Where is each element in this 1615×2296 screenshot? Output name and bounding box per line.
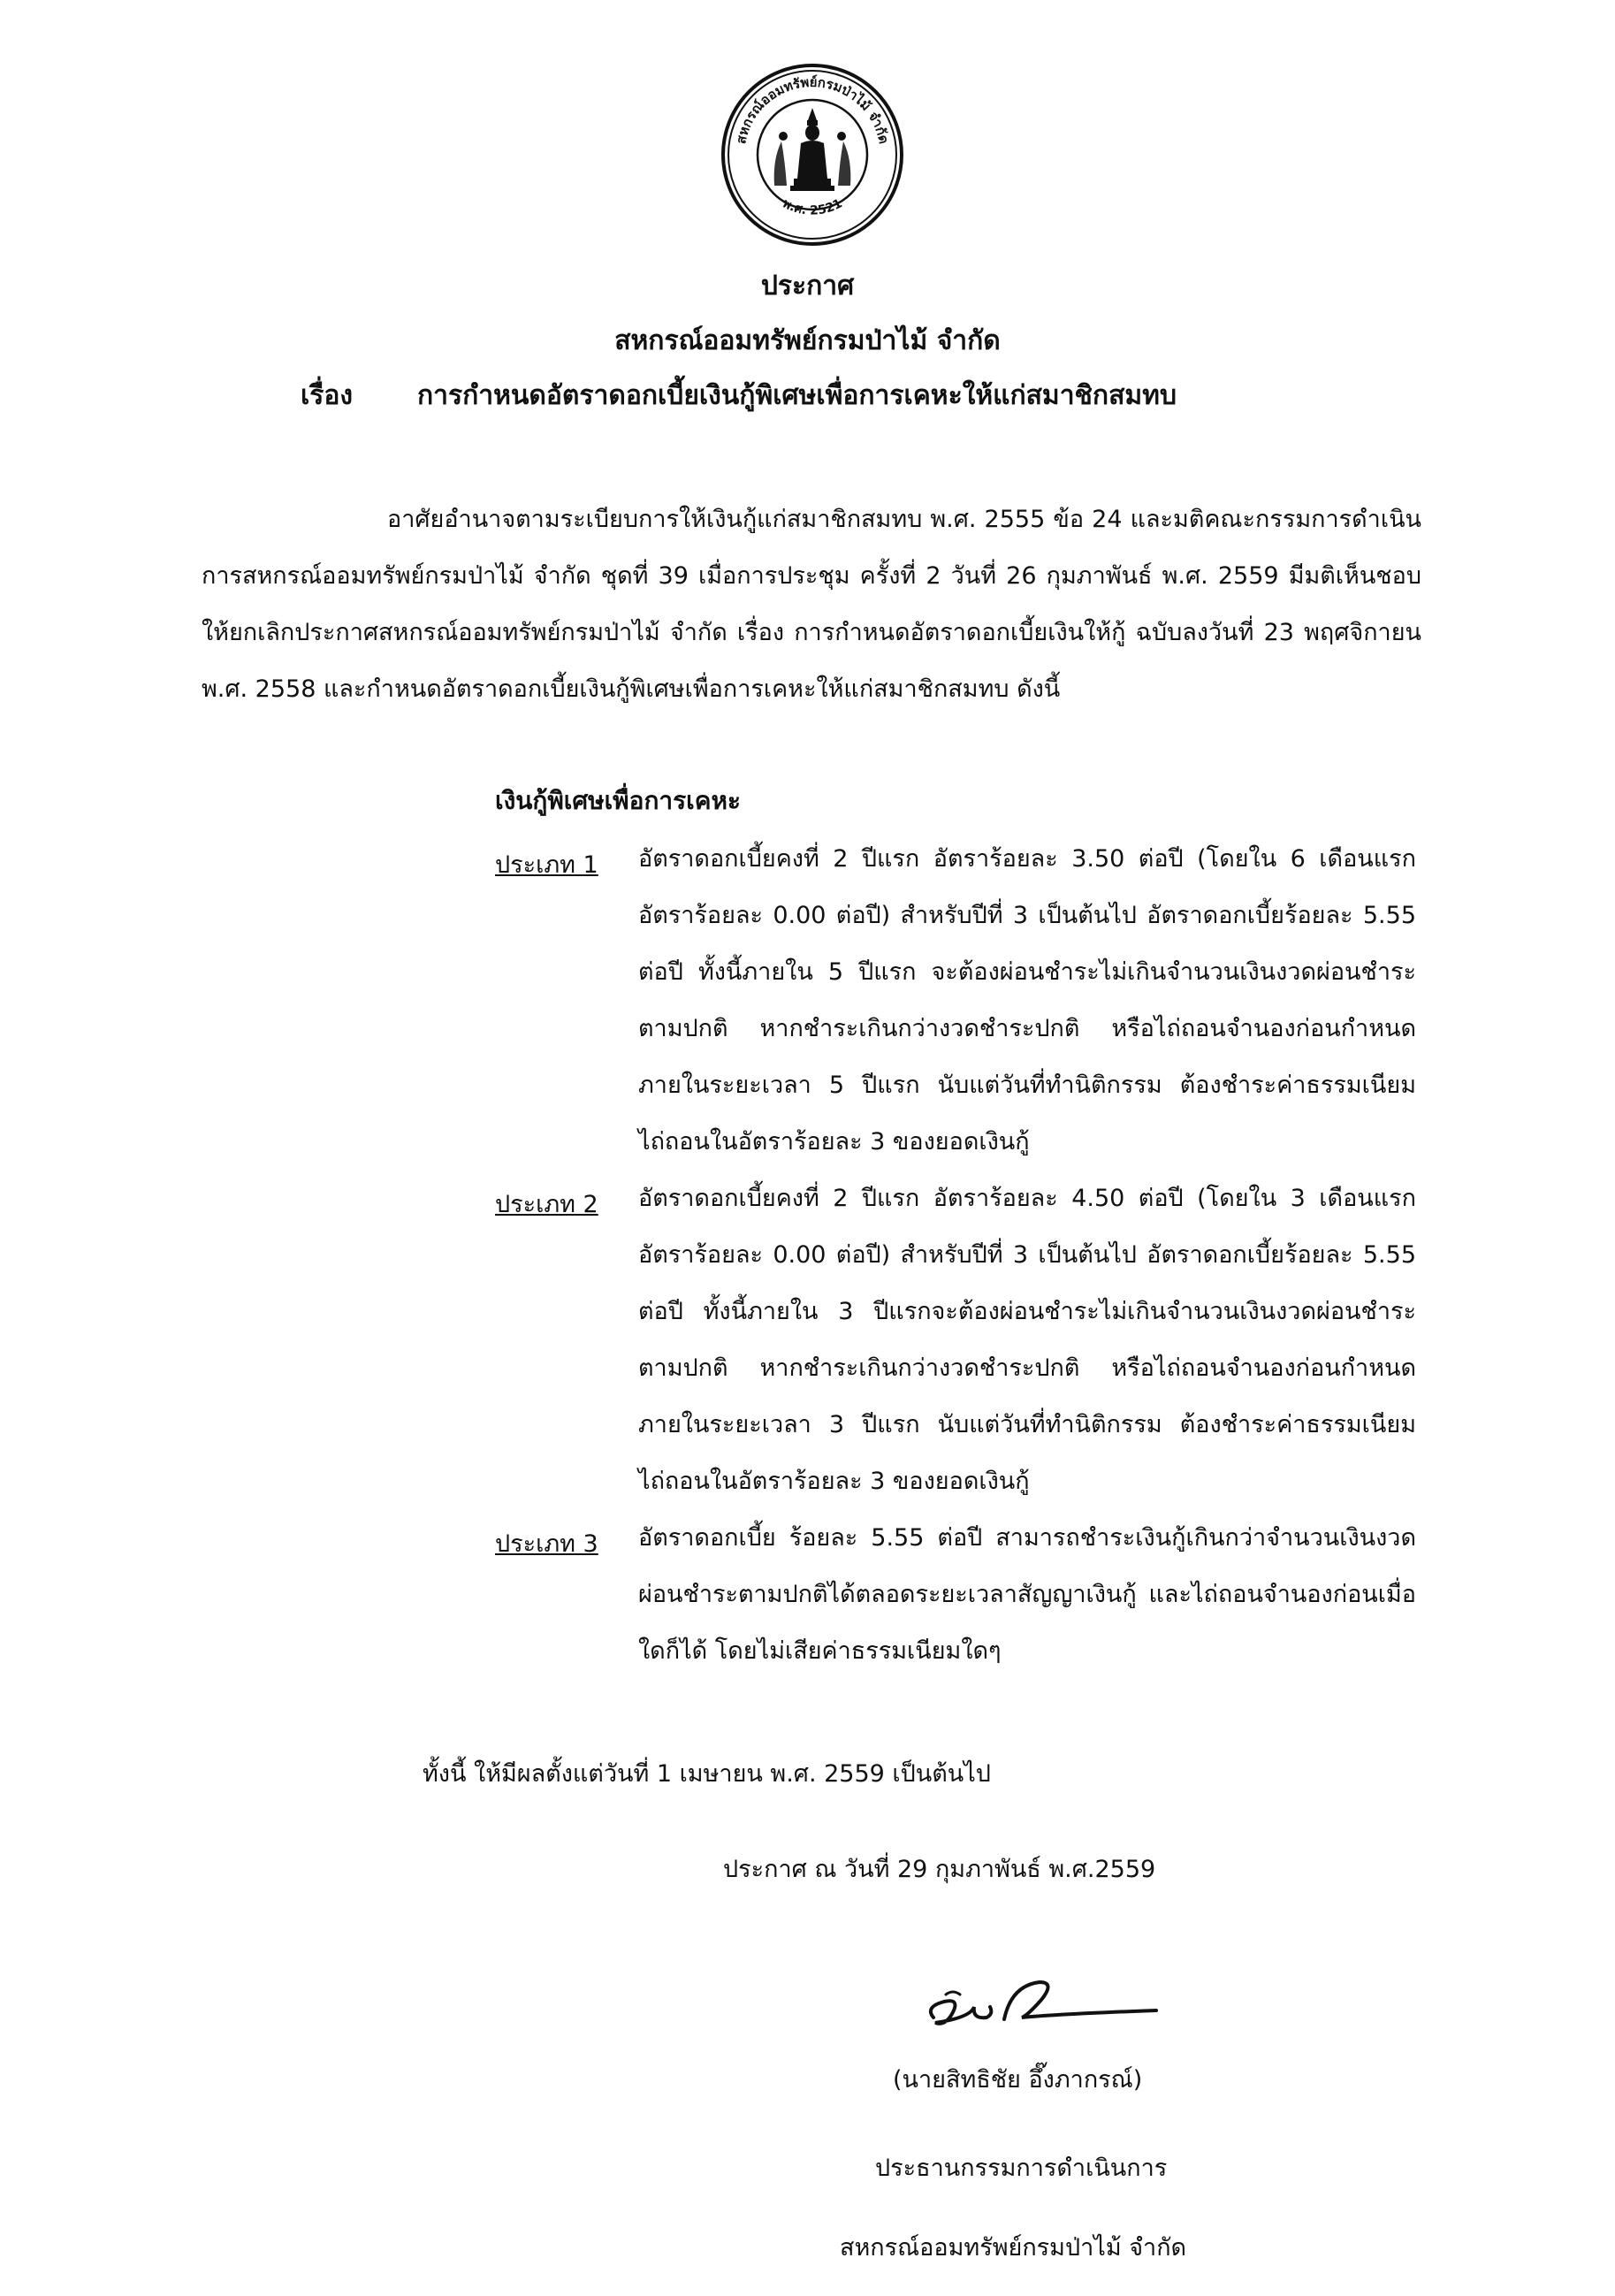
svg-text:พ.ศ. 2521: พ.ศ. 2521 xyxy=(780,196,845,218)
cooperative-seal xyxy=(720,62,905,248)
announcement-title: ประกาศ xyxy=(760,271,855,301)
announcement-date: ประกาศ ณ วันที่ 29 กุมภาพันธ์ พ.ศ.2559 xyxy=(723,1856,1156,1883)
preamble-paragraph: อาศัยอำนาจตามระเบียบการให้เงินกู้แก่สมาชิกสมทบ พ.ศ. 2555 ข้อ 24 และมติคณะกรรมการดำเนินการสหกรณ์ออมทรัพย์กรมป่าไม้ จำกัด ชุดที่ 39 เมื่อการประชุม ครั้งที่ 2 วันที่ 26 กุมภาพันธ์ พ.ศ. 2559 มีมติเห็นชอบให้ยกเลิกประกาศสหกรณ์ออมทรัพย์กรมป่าไม้ จำกัด เรื่อง การกำหนดอัตราดอกเบี้ยเงินให้กู้ ฉบับลงวันที่ 23 พฤศจิกายน พ.ศ. 2558 และกำหนดอัตราดอกเบี้ยเงินกู้พิเศษเพื่อการเคหะให้แก่สมาชิกสมทบ ดังนี้ xyxy=(202,506,1421,703)
type-2-label: ประเภท 2 xyxy=(495,1191,598,1218)
signature-icon xyxy=(909,1956,1174,2053)
organization-name: สหกรณ์ออมทรัพย์กรมป่าไม้ จำกัด xyxy=(614,325,1001,356)
type-1-text: อัตราดอกเบี้ยคงที่ 2 ปีแรก อัตราร้อยละ 3.50 ต่อปี (โดยใน 6 เดือนแรก อัตราร้อยละ 0.00 ต่อปี) สำหรับปีที่ 3 เป็นต้นไป อัตราดอกเบี้ยร้อยละ 5.55 ต่อปี ทั้งนี้ภายใน 5 ปีแรก จะต้องผ่อนชำระไม่เกินจำนวนเงินงวดผ่อนชำระตามปกติ หากชำระเกินกว่างวดชำระปกติ หรือไถ่ถอนจำนองก่อนกำหนดภายในระยะเวลา 5 ปีแรก นับแต่วันที่ทำนิติกรรม ต้องชำระค่าธรรมเนียมไถ่ถอนในอัตราร้อยละ 3 ของยอดเงินกู้ xyxy=(638,845,1416,1156)
seal-emblem-icon xyxy=(720,62,905,248)
type-3-label: ประเภท 3 xyxy=(495,1530,598,1558)
type-3-text: อัตราดอกเบี้ย ร้อยละ 5.55 ต่อปี สามารถชำระเงินกู้เกินกว่าจำนวนเงินงวดผ่อนชำระตามปกติได้ตลอดระยะเวลาสัญญาเงินกู้ และไถ่ถอนจำนองก่อนเมื่อใดก็ได้ โดยไม่เสียค่าธรรมเนียมใดๆ xyxy=(638,1524,1416,1665)
subject-line xyxy=(301,375,1177,416)
subject-text: การกำหนดอัตราดอกเบี้ยเงินกู้พิเศษเพื่อการเคหะให้แก่สมาชิกสมทบ xyxy=(417,380,1177,411)
signatory-position: ประธานกรรมการดำเนินการ xyxy=(875,2155,1168,2182)
svg-text:สหกรณ์ออมทรัพย์กรมป่าไม้ จำกัด: สหกรณ์ออมทรัพย์กรมป่าไม้ จำกัด xyxy=(733,73,892,146)
type-1-label: ประเภท 1 xyxy=(495,851,598,879)
signatory-organization: สหกรณ์ออมทรัพย์กรมป่าไม้ จำกัด xyxy=(840,2234,1187,2262)
signatory-name: (นายสิทธิชัย อึ๊งภากรณ์) xyxy=(893,2066,1143,2094)
effective-date-statement: ทั้งนี้ ให้มีผลตั้งแต่วันที่ 1 เมษายน พ.ศ. 2559 เป็นต้นไป xyxy=(423,1760,991,1788)
subject-label: เรื่อง xyxy=(301,380,354,411)
section-heading: เงินกู้พิเศษเพื่อการเคหะ xyxy=(495,786,741,815)
type-2-text: อัตราดอกเบี้ยคงที่ 2 ปีแรก อัตราร้อยละ 4.50 ต่อปี (โดยใน 3 เดือนแรก อัตราร้อยละ 0.00 ต่อปี) สำหรับปีที่ 3 เป็นต้นไป อัตราดอกเบี้ยร้อยละ 5.55 ต่อปี ทั้งนี้ภายใน 3 ปีแรกจะต้องผ่อนชำระไม่เกินจำนวนเงินงวดผ่อนชำระตามปกติ หากชำระเกินกว่างวดชำระปกติ หรือไถ่ถอนจำนองก่อนกำหนดภายในระยะเวลา 3 ปีแรก นับแต่วันที่ทำนิติกรรม ต้องชำระค่าธรรมเนียมไถ่ถอนในอัตราร้อยละ 3 ของยอดเงินกู้ xyxy=(638,1185,1416,1495)
handwritten-signature xyxy=(909,1956,1174,2053)
